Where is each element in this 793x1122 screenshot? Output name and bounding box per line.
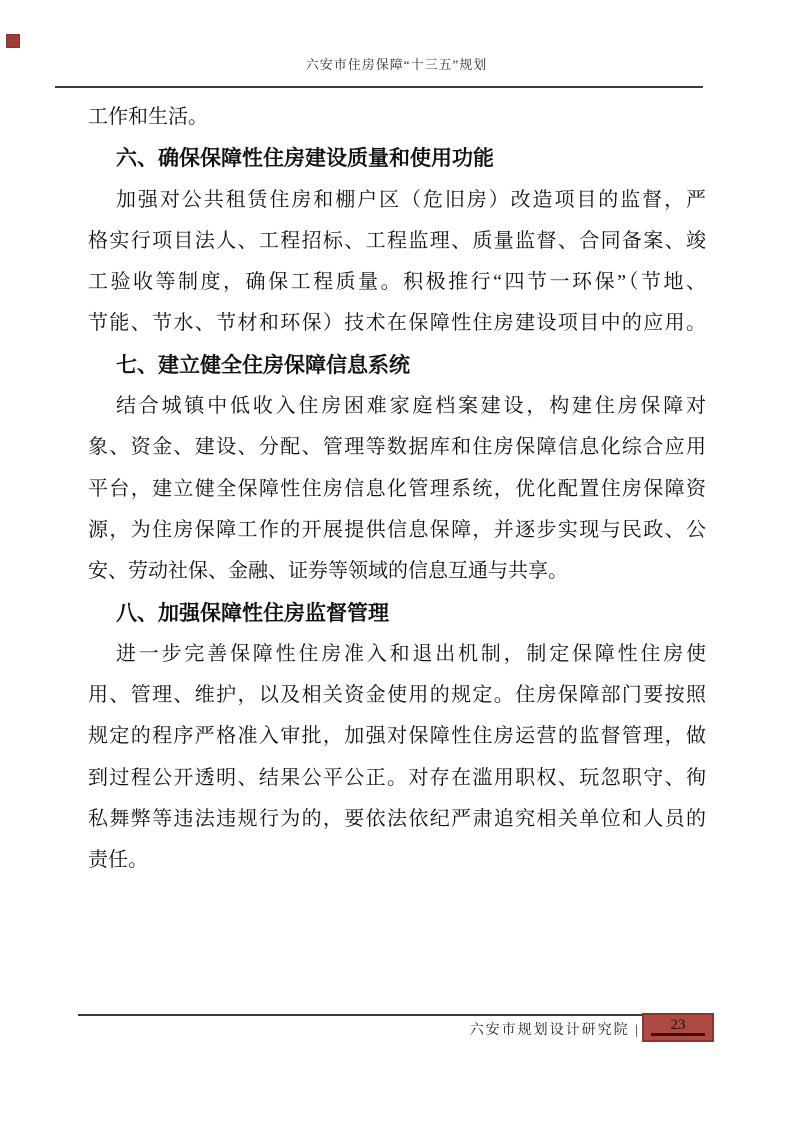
footer-organization: [380, 1019, 640, 1039]
section-heading-6: 六、确保保障性住房建设质量和使用功能: [116, 146, 494, 171]
paragraph-line: 用、管理、维护，以及相关资金使用的规定。住房保障部门要按照: [88, 684, 706, 707]
corner-red-mark: [6, 34, 20, 48]
paragraph-line: 工验收等制度，确保工程质量。积极推行“四节一环保”（节地、: [88, 271, 706, 294]
paragraph-line: 节能、节水、节材和环保）技术在保障性住房建设项目中的应用。: [88, 312, 706, 335]
paragraph-line: 规定的程序严格准入审批，加强对保障性住房运营的监督管理，做: [88, 725, 706, 748]
paragraph-line: 格实行项目法人、工程招标、工程监理、质量监督、合同备案、竣: [88, 229, 706, 252]
paragraph-line: 到过程公开透明、结果公平公正。对存在滥用职权、玩忽职守、徇: [88, 766, 706, 789]
paragraph-line: 结合城镇中低收入住房困难家庭档案建设，构建住房保障对: [116, 395, 706, 418]
page-number-underline: [651, 1033, 705, 1036]
paragraph-line: 安、劳动社保、金融、证券等领域的信息互通与共享。: [88, 560, 568, 583]
paragraph-line: 工作和生活。: [88, 106, 208, 128]
header-rule: [55, 86, 703, 88]
footer-rule: [78, 1014, 644, 1016]
section-heading-7: 七、建立健全住房保障信息系统: [116, 352, 410, 377]
paragraph-line: 源，为住房保障工作的开展提供信息保障，并逐步实现与民政、公: [88, 518, 706, 541]
paragraph-line: 象、资金、建设、分配、管理等数据库和住房保障信息化综合应用: [88, 436, 706, 459]
paragraph-line: 进一步完善保障性住房准入和退出机制，制定保障性住房使: [116, 642, 706, 665]
section-heading-8: 八、加强保障性住房监督管理: [116, 600, 389, 625]
header-title: 六安市住房保障“十三五”规划: [305, 57, 488, 72]
paragraph-line: 平台，建立健全保障性住房信息化管理系统，优化配置住房保障资: [88, 477, 706, 500]
document-body: [88, 97, 706, 882]
paragraph-line: 加强对公共租赁住房和棚户区（危旧房）改造项目的监督，严: [116, 188, 706, 211]
page-number-box: [642, 1013, 714, 1042]
footer-organization-label: 六安市规划设计研究院: [469, 1023, 630, 1038]
paragraph-line: 私舞弊等违法违规行为的，要依法依纪严肃追究相关单位和人员的: [88, 808, 706, 831]
page-number: 23: [670, 1017, 686, 1033]
paragraph-line: 责任。: [88, 849, 148, 872]
footer-separator: |: [635, 1023, 640, 1038]
